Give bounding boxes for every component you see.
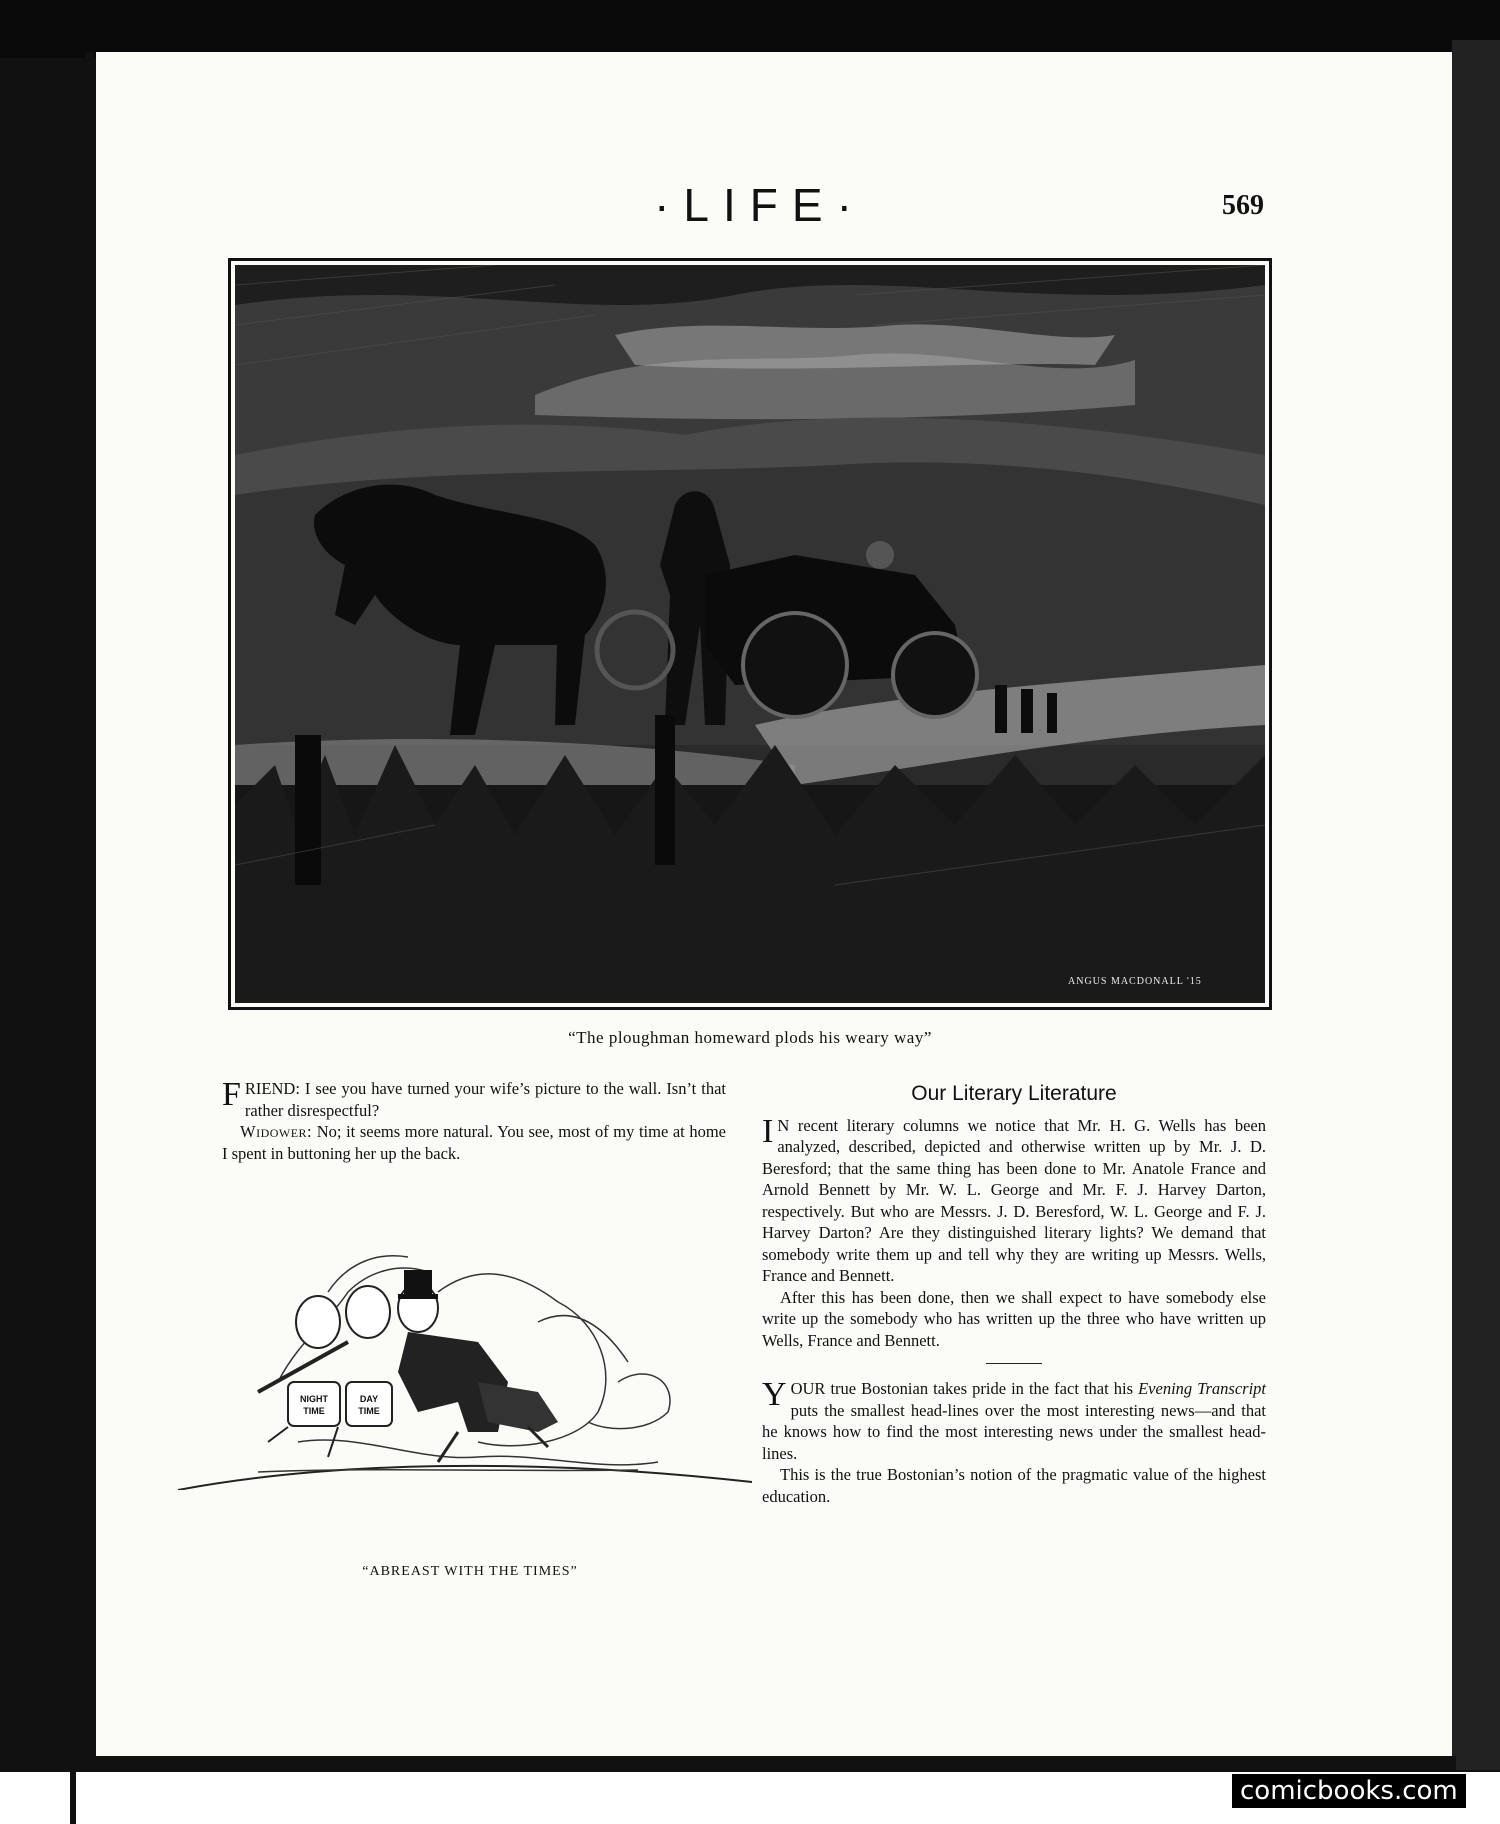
ploughman-drawing	[235, 265, 1265, 1003]
bag-label-night-time: TIME	[303, 1406, 325, 1416]
next-page-rule	[70, 1772, 76, 1824]
page-left-edge	[86, 52, 94, 1772]
boston-dropcap: Y	[762, 1376, 787, 1413]
joke-widower	[222, 1121, 726, 1164]
widower-line: No; it seems more natural. You see, most of my time at home I spent in buttoning her up the back.	[222, 1122, 727, 1163]
scan-border-top	[0, 0, 1500, 58]
article-heading: Our Literary Literature	[911, 1082, 1117, 1105]
friend-line: I see you have turned your wife’s picture to the wall. Isn’t that rather disrespectful?	[244, 1079, 726, 1120]
article-dropcap: I	[762, 1112, 774, 1150]
article-paragraph-1-text: N recent literary columns we notice that Mr. H. G. Wells has been analyzed, described, depicted and otherwise written up by Mr. J. D. Beresford; that the same thing has been done to Mr. Anatole France and Arnold Bennett by Mr. W. L. George and Mr. F. J. Harvey Darton, respectively. But who are Messrs. J. D. Beresford, W. L. George and F. J. Harvey Darton? Are they distinguished literary lights? We demand that somebody write them up and tell why they are writing up Messrs. Wells, France and Bennett.	[762, 1115, 1266, 1285]
scan-border-bottom	[96, 1756, 1456, 1772]
friend-label: RIEND:	[244, 1079, 300, 1098]
boston-p1-start: OUR true Bostonian takes pride in the fact that his	[790, 1379, 1134, 1398]
boston-paragraph-1	[762, 1378, 1266, 1464]
boston-p1-italic: Evening Transcript	[1138, 1379, 1266, 1398]
artist-signature: ANGUS MACDONALL '15	[1068, 976, 1202, 987]
cartoon-caption: “ABREAST WITH THE TIMES”	[362, 1564, 578, 1579]
bag-label-night: NIGHT	[300, 1394, 328, 1404]
widower-label: Widower:	[240, 1122, 313, 1141]
joke-dropcap: F	[222, 1076, 241, 1113]
article-paragraph-1	[762, 1112, 1266, 1287]
boston-p1-end: puts the smallest head-lines over the most interesting news—and that he knows how to find the most interesting news under the smallest head-lines.	[762, 1400, 1266, 1463]
bag-label-day-time: TIME	[358, 1406, 380, 1416]
article-column	[762, 1078, 1266, 1507]
page-number: 569	[1222, 190, 1264, 221]
watermark: comicbooks.com	[1232, 1774, 1466, 1808]
boston-paragraph-2: This is the true Bostonian’s notion of the pragmatic value of the highest education.	[762, 1465, 1266, 1506]
illustration-caption: “The ploughman homeward plods his weary way”	[568, 1028, 932, 1047]
article-paragraph-2: After this has been done, then we shall expect to have somebody else write up the somebody who has written up the three who have written up Wells, France and Bennett.	[762, 1287, 1266, 1350]
ploughman-illustration	[228, 258, 1272, 1010]
abreast-cartoon	[178, 1232, 752, 1490]
joke-friend	[222, 1078, 726, 1121]
section-divider	[986, 1363, 1042, 1364]
page-right-edge	[1452, 40, 1500, 1770]
bag-label-day: DAY	[359, 1394, 379, 1404]
masthead-title: ·LIFE·	[654, 179, 866, 231]
joke-column	[222, 1078, 726, 1164]
